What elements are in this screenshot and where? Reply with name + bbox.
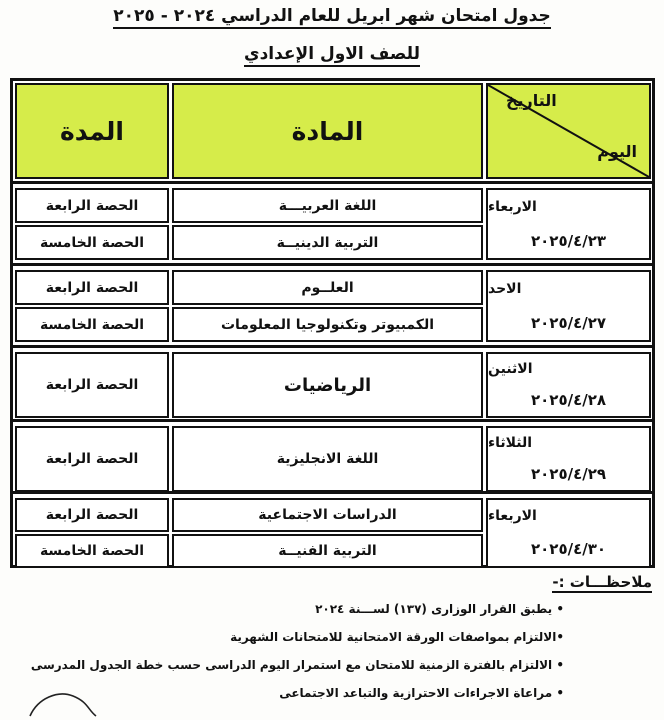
table-row — [13, 345, 652, 417]
subject-cell: التربية الدينيــة — [172, 225, 483, 260]
subject-cell: العلــوم — [172, 270, 483, 305]
day-cell — [486, 426, 651, 492]
duration-cell: الحصة الرابعة — [15, 352, 169, 418]
day-cell — [486, 188, 651, 260]
duration-cell: الحصة الرابعة — [15, 426, 169, 492]
day-cell — [486, 352, 651, 418]
note-item: • مراعاة الاجراءات الاحترازية والتباعد الاجتماعى — [279, 686, 564, 700]
notes-title: ملاحظـــات :- — [552, 573, 652, 591]
duration-cell: الحصة الرابعة — [15, 188, 169, 223]
exam-date: ٢٠٢٥/٤/٢٨ — [530, 391, 607, 409]
signature-scribble — [28, 688, 98, 718]
header-duration-label: المدة — [60, 117, 124, 146]
duration-cell: الحصة الرابعة — [15, 270, 169, 305]
exam-date: ٢٠٢٥/٤/٢٩ — [530, 465, 607, 483]
duration-cell: الحصة الخامسة — [15, 534, 169, 568]
header-duration — [15, 83, 169, 179]
day-name: الاربعاء — [488, 508, 537, 524]
subject-cell: الرياضيات — [172, 352, 483, 418]
day-name: الاربعاء — [488, 198, 537, 215]
subject-cell: اللغة الانجليزية — [172, 426, 483, 492]
header-subject-label: المادة — [291, 117, 364, 146]
grade-subtitle: للصف الاول الإعدادي — [0, 44, 664, 64]
duration-cell: الحصة الرابعة — [15, 498, 169, 532]
note-item: • يطبق القرار الوزارى (١٣٧) لســـنة ٢٠٢٤ — [315, 602, 564, 616]
exam-date: ٢٠٢٥/٤/٢٣ — [530, 231, 607, 250]
header-subject — [172, 83, 483, 179]
note-item: • الالتزام بالفترة الزمنية للامتحان مع استمرار اليوم الدراسى حسب خطة الجدول المدرسى — [30, 658, 564, 672]
day-name: الاثنين — [488, 361, 533, 377]
subject-cell: التربية الفنيــة — [172, 534, 483, 568]
header-day-date — [486, 83, 651, 179]
header-date-label: التاريخ — [506, 91, 557, 110]
subject-cell: الكمبيوتر وتكنولوجيا المعلومات — [172, 307, 483, 342]
day-name: الثلاثاء — [488, 435, 533, 451]
subject-cell: اللغة العربيـــة — [172, 188, 483, 223]
day-cell — [486, 270, 651, 342]
page-title: جدول امتحان شهر ابريل للعام الدراسي ٢٠٢٤ - ٢٠٢٥ — [0, 6, 664, 26]
exam-date: ٢٠٢٥/٤/٣٠ — [530, 540, 607, 558]
duration-cell: الحصة الخامسة — [15, 307, 169, 342]
duration-cell: الحصة الخامسة — [15, 225, 169, 260]
day-cell — [486, 498, 651, 568]
subject-cell: الدراسات الاجتماعية — [172, 498, 483, 532]
day-name: الاحد — [488, 280, 522, 297]
header-day-label: اليوم — [597, 142, 637, 161]
exam-date: ٢٠٢٥/٤/٢٧ — [530, 313, 607, 332]
exam-schedule-table — [10, 78, 655, 568]
table-row — [13, 263, 652, 341]
note-item: •الالتزام بمواصفات الورقة الامتحانية للامتحانات الشهرية — [230, 630, 564, 644]
table-row — [13, 491, 652, 567]
table-row — [13, 419, 652, 491]
table-row — [13, 181, 652, 259]
